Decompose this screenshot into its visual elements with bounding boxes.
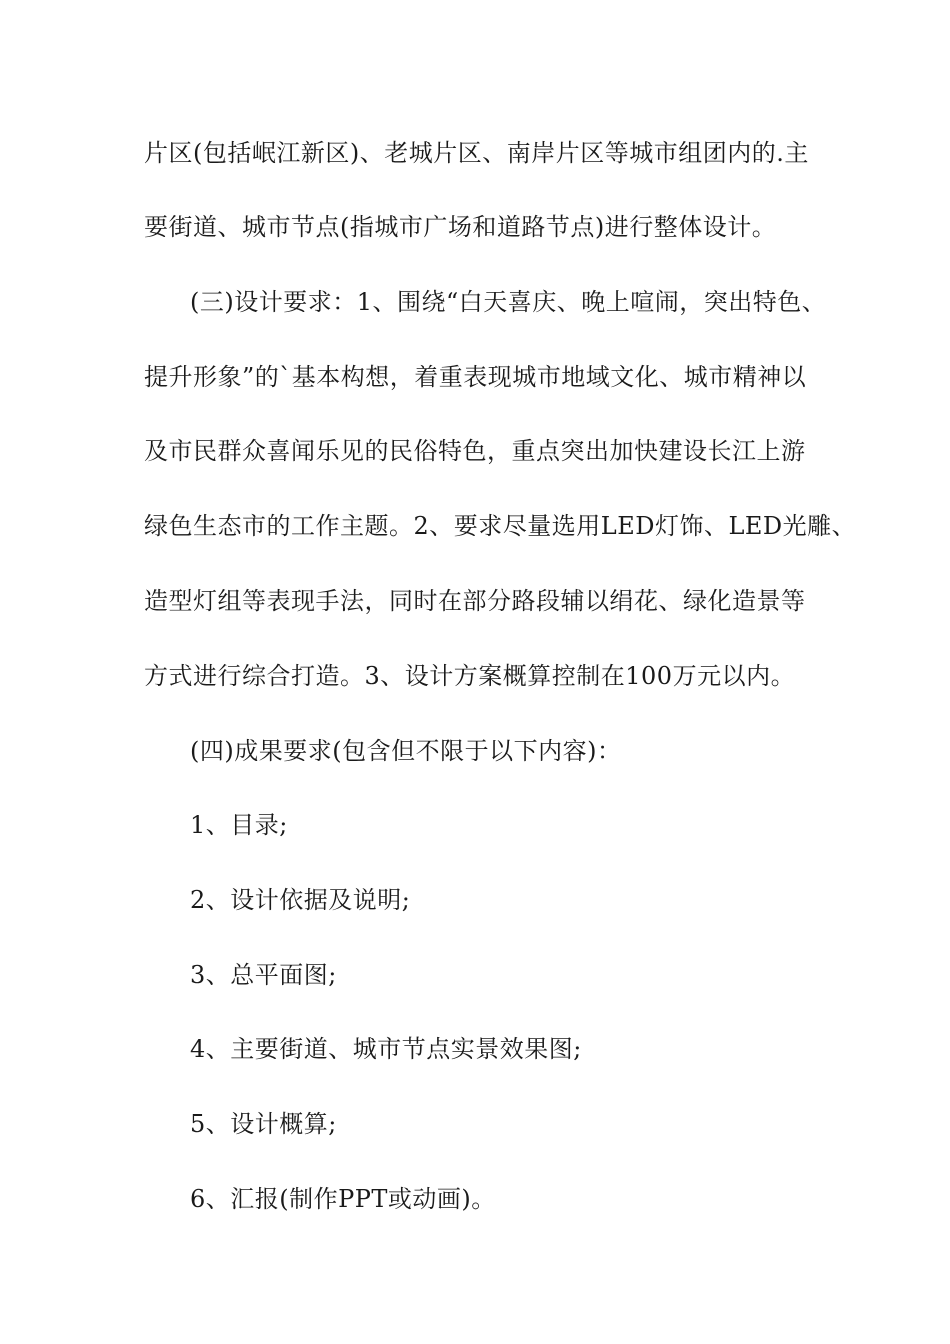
list-item: 6、汇报(制作PPT或动画)。 xyxy=(190,1185,496,1213)
list-item: 2、设计依据及说明; xyxy=(190,886,411,914)
list-item: 1、目录; xyxy=(190,811,288,839)
paragraph-line-8: 方式进行综合打造。3、设计方案概算控制在100万元以内。 xyxy=(144,662,796,690)
paragraph-line-7: 造型灯组等表现手法，同时在部分路段辅以绢花、绿化造景等 xyxy=(144,587,806,615)
paragraph-line-6: 绿色生态市的工作主题。2、要求尽量选用LED灯饰、LED光雕、 xyxy=(144,512,857,540)
list-item: 4、主要街道、城市节点实景效果图; xyxy=(190,1035,582,1063)
section-4-deliverables-heading: (四)成果要求(包含但不限于以下内容)： xyxy=(190,737,622,765)
list-item: 3、总平面图; xyxy=(190,961,337,989)
list-item: 5、设计概算; xyxy=(190,1110,337,1138)
paragraph-line-4: 提升形象”的`基本构想，着重表现城市地域文化、城市精神以 xyxy=(144,363,807,391)
section-3-design-requirements: (三)设计要求：1、围绕“白天喜庆、晚上喧闹，突出特色、 xyxy=(190,288,827,316)
paragraph-line-1: 片区(包括岷江新区)、老城片区、南岸片区等城市组团内的.主 xyxy=(144,139,809,167)
paragraph-line-5: 及市民群众喜闻乐见的民俗特色，重点突出加快建设长江上游 xyxy=(144,437,806,465)
paragraph-line-2: 要街道、城市节点(指城市广场和道路节点)进行整体设计。 xyxy=(144,213,777,241)
